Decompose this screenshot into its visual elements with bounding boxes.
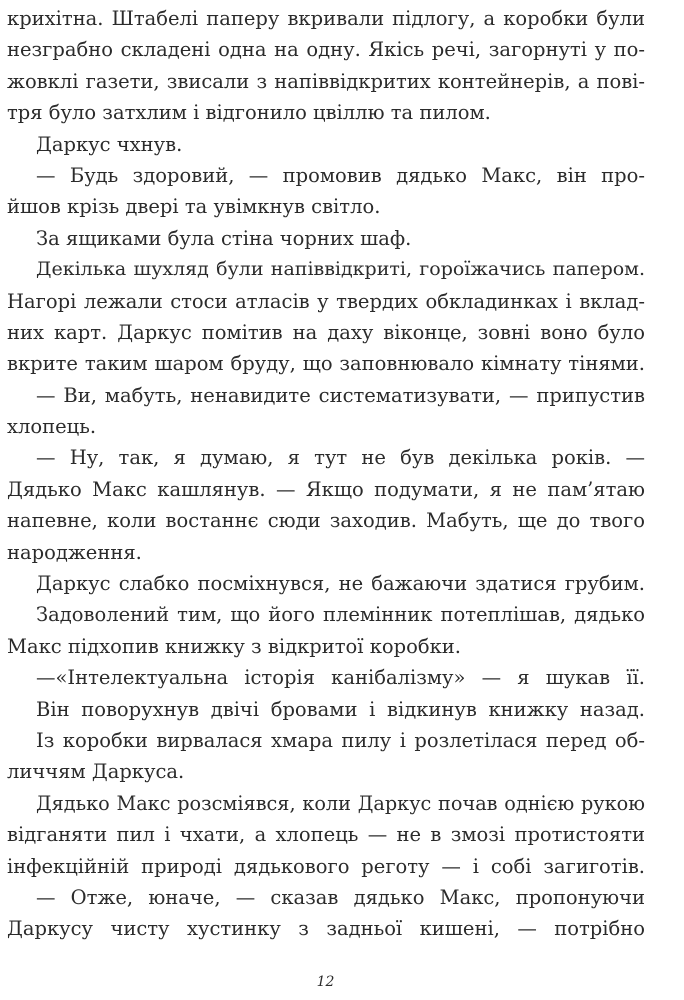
- text-line: крихітна. Штабелі паперу вкривали підлогу, а коробки були: [7, 7, 645, 30]
- text-line: Він поворухнув двічі бровами і відкинув книжку назад.: [36, 697, 645, 721]
- text-line: — Ну, так, я думаю, я тут не був декілька років. —: [36, 446, 645, 470]
- text-line: — Будь здоровий, — промовив дядько Макс, він про-: [36, 163, 645, 187]
- text-line: За ящиками була стіна чорних шаф.: [36, 226, 412, 250]
- text-line: Із коробки вирвалася хмара пилу і розлетілася перед об-: [36, 728, 645, 752]
- text-line: Задоволений тим, що його племінник потеплішав, дядько: [36, 603, 645, 627]
- text-line: Дядько Макс розсміявся, коли Даркус почав однією рукою: [36, 791, 645, 815]
- text-line: них карт. Даркус помітив на даху віконце, зовні воно було: [7, 320, 645, 344]
- text-line: вкрите таким шаром бруду, що заповнювало кімнату тінями.: [7, 352, 645, 376]
- text-line: Декілька шухляд були напіввідкриті, гороїжачись папером.: [36, 258, 645, 281]
- text-line: інфекційній природі дядькового реготу — і собі загиготів.: [7, 854, 645, 878]
- page-number: 12: [316, 974, 335, 990]
- text-line: — Ви, мабуть, ненавидите систематизувати, — припустив: [36, 383, 645, 407]
- text-line: Нагорі лежали стоси атласів у твердих обкладинках і вклад-: [7, 289, 645, 313]
- text-line: Даркусу чисту хустинку з задньої кишені, — потрібно: [7, 917, 645, 941]
- text-line: йшов крізь двері та увімкнув світло.: [7, 195, 381, 219]
- text-line: незграбно складені одна на одну. Якісь речі, загорнуті у по-: [7, 38, 645, 62]
- text-line: Даркус слабко посміхнувся, не бажаючи здатися грубим.: [36, 572, 645, 596]
- text-line: Даркус чхнув.: [36, 132, 183, 156]
- text-line: хлопець.: [7, 415, 97, 439]
- text-line: Дядько Макс кашлянув. — Якщо подумати, я не пам’ятаю: [7, 477, 645, 501]
- page-text: [7, 3, 645, 945]
- text-line: народження.: [7, 540, 142, 564]
- text-line: відганяти пил і чхати, а хлопець — не в змозі протистояти: [7, 823, 645, 847]
- text-line: напевне, коли востаннє сюди заходив. Мабуть, ще до твого: [7, 509, 645, 533]
- text-line: — Отже, юначе, — сказав дядько Макс, пропонуючи: [36, 885, 645, 909]
- text-line: Макс підхопив книжку з відкритої коробки.: [7, 634, 461, 658]
- text-line: тря було затхлим і відгонило цвіллю та пилом.: [7, 101, 491, 125]
- text-line: —«Інтелектуальна історія канібалізму» — я шукав її.: [36, 666, 645, 690]
- text-line: жовклі газети, звисали з напіввідкритих контейнерів, а пові-: [7, 69, 645, 93]
- text-line: личчям Даркуса.: [7, 760, 185, 784]
